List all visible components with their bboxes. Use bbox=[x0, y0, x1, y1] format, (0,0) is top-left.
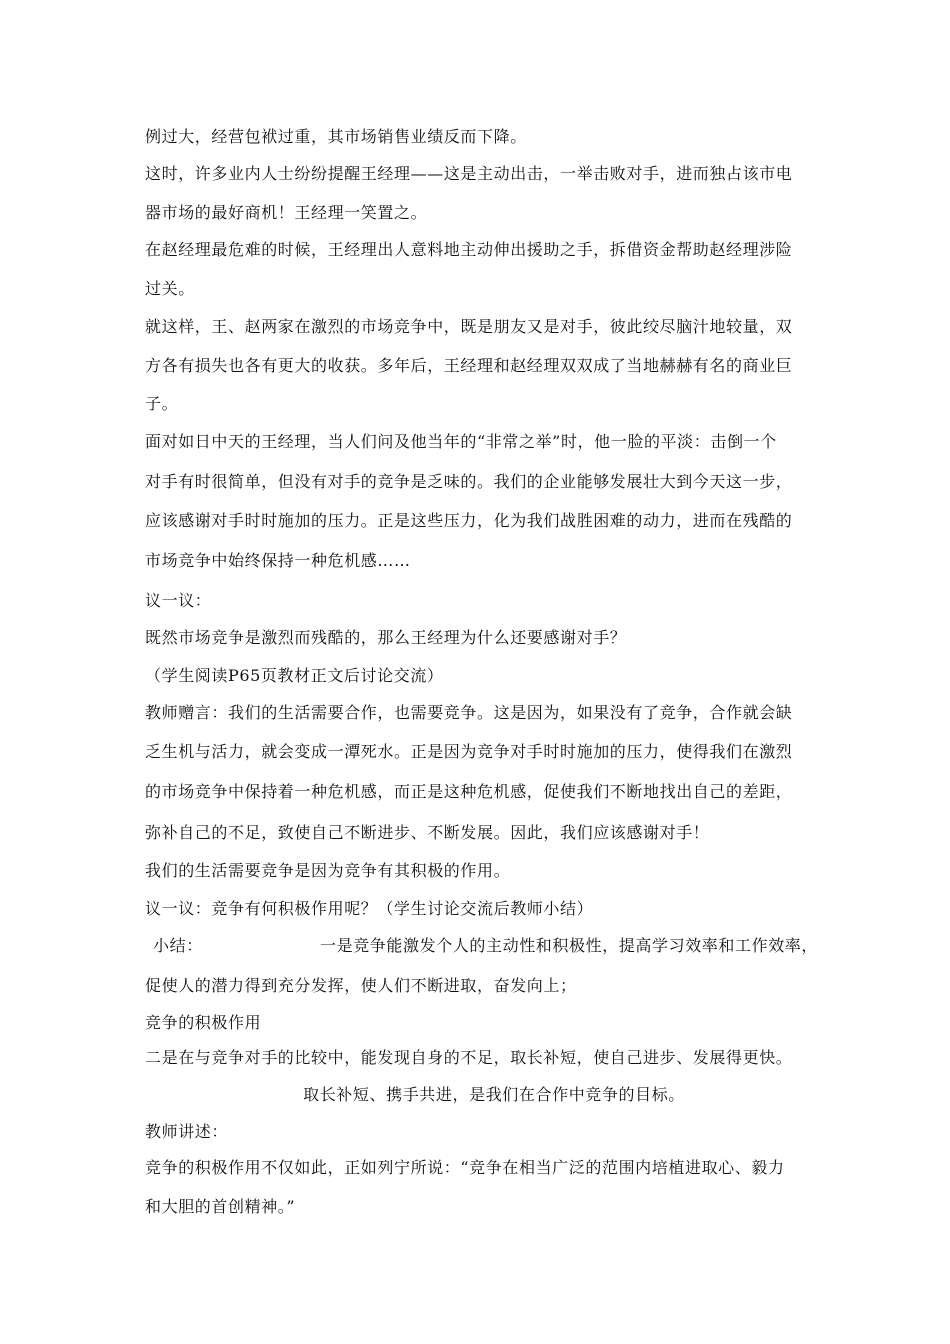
paragraph-line: 过关。 bbox=[145, 279, 195, 298]
paragraph-line: 议一议： bbox=[145, 591, 212, 610]
summary-label: 小结： bbox=[153, 936, 203, 955]
paragraph-line: 方各有损失也各有更大的收获。多年后，王经理和赵经理双双成了当地赫赫有名的商业巨 bbox=[145, 356, 793, 375]
paragraph-line: 促使人的潜力得到充分发挥，使人们不断进取，奋发向上； bbox=[145, 976, 577, 995]
paragraph-line: 就这样，王、赵两家在激烈的市场竞争中，既是朋友又是对手，彼此绞尽脑汁地较量，双 bbox=[145, 317, 793, 336]
paragraph-line: 对手有时很简单，但没有对手的竞争是乏味的。我们的企业能够发展壮大到今天这一步， bbox=[145, 472, 793, 491]
paragraph-line: 二是在与竞争对手的比较中，能发现自身的不足，取长补短，使自己进步、发展得更快。 bbox=[145, 1048, 793, 1067]
paragraph-line: 教师讲述： bbox=[145, 1122, 229, 1141]
paragraph-line: 我们的生活需要竞争是因为竞争有其积极的作用。 bbox=[145, 861, 511, 880]
paragraph-line: 竞争的积极作用 bbox=[145, 1013, 262, 1032]
summary-text: 一是竞争能激发个人的主动性和积极性，提高学习效率和工作效率， bbox=[320, 936, 819, 955]
paragraph-line: 乏生机与活力，就会变成一潭死水。正是因为竞争对手时时施加的压力，使得我们在激烈 bbox=[145, 742, 793, 761]
paragraph-line: 教师赠言：我们的生活需要合作，也需要竞争。这是因为，如果没有了竞争，合作就会缺 bbox=[145, 703, 793, 722]
paragraph-line: 例过大，经营包袱过重，其市场销售业绩反而下降。 bbox=[145, 127, 527, 146]
centered-statement: 取长补短、携手共进，是我们在合作中竞争的目标。 bbox=[303, 1085, 685, 1104]
paragraph-line: 器市场的最好商机！王经理一笑置之。 bbox=[145, 203, 428, 222]
paragraph-line: 和大胆的首创精神。” bbox=[145, 1197, 296, 1216]
paragraph-line: 的市场竞争中保持着一种危机感，而正是这种危机感，促使我们不断地找出自己的差距， bbox=[145, 782, 793, 801]
paragraph-line: 市场竞争中始终保持一种危机感…… bbox=[145, 551, 411, 570]
paragraph-line: （学生阅读P65页教材正文后讨论交流） bbox=[145, 666, 444, 685]
paragraph-line: 既然市场竞争是激烈而残酷的，那么王经理为什么还要感谢对手？ bbox=[145, 628, 627, 647]
paragraph-line: 议一议：竞争有何积极作用呢？（学生讨论交流后教师小结） bbox=[145, 899, 594, 918]
paragraph-line: 竞争的积极作用不仅如此，正如列宁所说：“竞争在相当广泛的范围内培植进取心、毅力 bbox=[145, 1158, 785, 1177]
paragraph-line: 弥补自己的不足，致使自己不断进步、不断发展。因此，我们应该感谢对手！ bbox=[145, 823, 710, 842]
paragraph-line: 面对如日中天的王经理，当人们问及他当年的“非常之举”时，他一脸的平淡：击倒一个 bbox=[145, 432, 777, 451]
paragraph-line: 子。 bbox=[145, 394, 179, 413]
paragraph-line: 应该感谢对手时时施加的压力。正是这些压力，化为我们战胜困难的动力，进而在残酷的 bbox=[145, 511, 793, 530]
paragraph-line: 在赵经理最危难的时候，王经理出人意料地主动伸出援助之手，拆借资金帮助赵经理涉险 bbox=[145, 240, 793, 259]
paragraph-line: 这时，许多业内人士纷纷提醒王经理——这是主动出击，一举击败对手，进而独占该市电 bbox=[145, 164, 793, 183]
